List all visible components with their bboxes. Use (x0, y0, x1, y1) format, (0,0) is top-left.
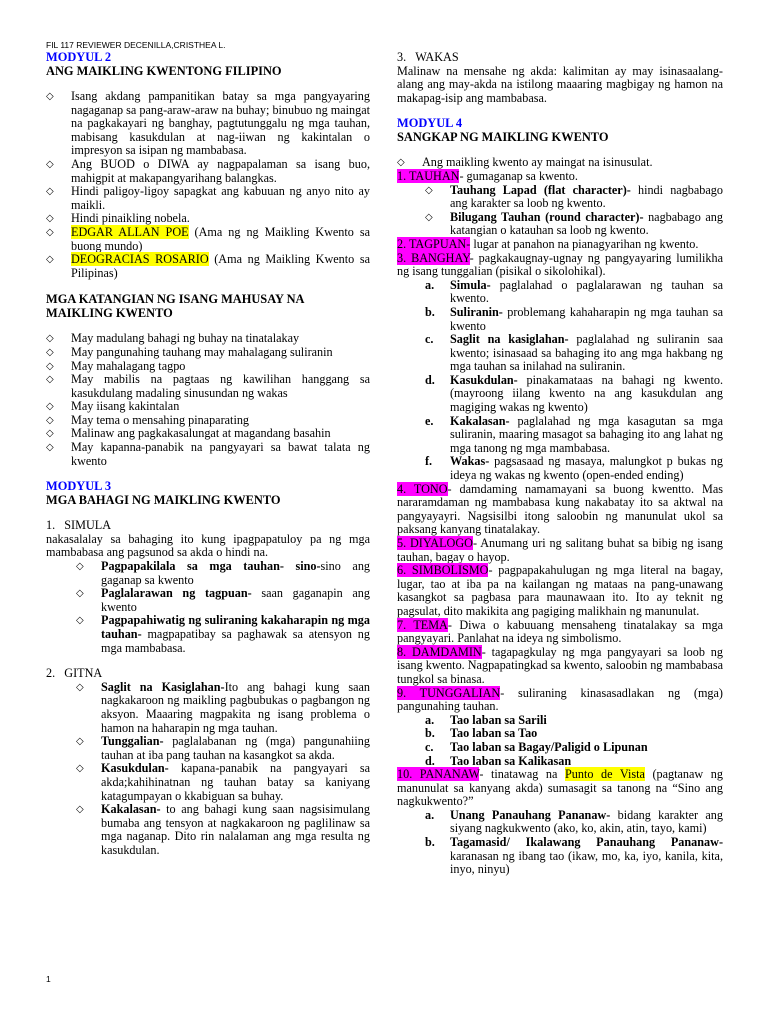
tunggalian-items (397, 714, 723, 768)
list-item (425, 306, 723, 333)
module-4-label: MODYUL 4 (397, 116, 463, 131)
tauhan-desc: - gumaganap sa kwento. (459, 168, 578, 183)
tono-desc: - damdaming namamayani sa buong kwentto. Mas nararamdaman ng mambabasa kung nakabatay ito sa aktwal na pangyayayri. Nagsisilbi itong saloobin ng manunulat ukol sa paksang kanyang tinatalakay. (397, 481, 723, 537)
list-item: ◇ Hindi paligoy-ligoy sapagkat ang kabuuan ng anyo nito ay maikli. (46, 185, 370, 212)
simbolismo-line (397, 564, 723, 618)
definition: to ang bahagi kung saan nagsisimulang bumaba ang tensyon at nagkakaroon ng paglilinaw sa mga naganap. Dito rin nalalaman ang mga resulta ng kasukdulan. (101, 802, 370, 857)
right-column (397, 51, 723, 877)
term: Tagamasid/ Ikalawang Panauhang Pananaw- (450, 835, 723, 850)
tauhan-line (397, 170, 723, 184)
list-item (425, 333, 723, 374)
definition: sino ang gaganap sa kwento (101, 559, 371, 587)
pananaw-items (397, 809, 723, 877)
highlight-tema: 7. TEMA (397, 617, 448, 632)
list-item (425, 755, 723, 769)
term: Unang Panauhang Pananaw- (450, 807, 611, 822)
gitna-items (76, 681, 370, 858)
list-item: ◇ May iisang kakintalan (46, 400, 370, 414)
module-2-bullets (46, 90, 370, 280)
term: Tao laban sa Sarili (450, 712, 547, 727)
list-item: ◇ Isang akdang pampanitikan batay sa mga pangyayaring nagaganap sa pang-araw-araw na buhay; binubuo ng maingat na pagkakayari ng banghay, pagtutunggalu ng mga tauhan, mabisang kasukdulan at nag-iiwan ng kakintalan o impresyon sa isipan ng mambabasa. (46, 90, 370, 158)
highlight-tono: 4. TONO (397, 481, 448, 496)
diyalogo-line (397, 537, 723, 564)
term: Wakas- (450, 454, 490, 469)
gitna-heading: 2. GITNA (46, 666, 103, 681)
term: Pagpapakilala sa mga tauhan- sino- (101, 559, 321, 574)
list-item (425, 374, 723, 415)
term: Paglalarawan ng tagpuan- (101, 586, 252, 601)
module-2-label: MODYUL 2 (46, 50, 112, 64)
term: Simula- (450, 277, 491, 292)
list-item: ◇ Ang maikling kwento ay maingat na isinusulat. (397, 156, 723, 170)
module-3-label: MODYUL 3 (46, 479, 112, 494)
term: Saglit na kasiglahan- (450, 332, 569, 347)
term: Tao laban sa Kalikasan (450, 753, 572, 768)
item-letter: c. (425, 739, 434, 754)
pananaw-mid: - tinatawag na (479, 767, 566, 782)
highlight-rosario: DEOGRACIAS ROSARIO (71, 252, 209, 267)
list-item (76, 614, 370, 655)
diyalogo-desc: - Anumang uri ng salitang buhat sa bibig ng isang tauhan, bagay o hayop. (397, 536, 723, 564)
item-letter: b. (425, 835, 435, 850)
tunggalian-line (397, 687, 723, 714)
simula-items (76, 560, 370, 655)
highlight-damdamin: 8. DAMDAMIN (397, 644, 482, 659)
list-item (425, 836, 723, 877)
list-item: ◇ May madulang bahagi ng buhay na tinatalakay (46, 332, 370, 346)
tunggalian-desc: - suliraning kinasasadlakan ng (mga) pangunahing tauhan. (397, 685, 723, 714)
highlight-tagpuan: 2. TAGPUAN- (397, 236, 471, 251)
item-letter: c. (425, 332, 434, 347)
item-letter: d. (425, 753, 435, 768)
simbolismo-desc: - pagpapakahulugan ng mga literal na bagay, lugar, tao at iba pa na kailangan ng mataas na pang-unawang kasangkot sa pagbasa para maunawaan ito. Ito ay teknit ng pagsulat, dito makikita ang pagiging malikhain ng manunulat. (397, 563, 723, 618)
term: Tunggalian- (101, 734, 164, 749)
list-item: ◇ Hindi pinaikling nobela. (46, 212, 370, 226)
definition: nagbabago ang katangian o katauhan sa loob ng kwento. (450, 209, 723, 238)
module-4-title: SANGKAP NG MAIKLING KWENTO (397, 130, 609, 145)
banghay-items (397, 279, 723, 483)
tagpuan-desc: lugar at panahon na pianagyarihan ng kwento. (470, 236, 699, 251)
list-item: ◇ May kapanna-panabik na pangyayari sa bawat talata ng kwento (46, 441, 370, 468)
item-letter: b. (425, 726, 435, 741)
left-column (46, 40, 370, 858)
pananaw-line (397, 768, 723, 809)
tema-desc: - Diwa o kabuuang mensaheng tinatalakay sa mga pangyayari. Panlahat na ideya ng simbolismo. (397, 617, 724, 646)
list-item (425, 809, 723, 836)
list-item (76, 762, 370, 803)
rosario-desc: (Ama ng Maikling Kwento sa Pilipinas) (71, 252, 370, 280)
definition: problemang kahaharapin ng mga tauhan sa kwento (450, 304, 723, 333)
list-item (425, 714, 723, 728)
list-item (76, 735, 370, 762)
banghay-line (397, 252, 723, 279)
highlight-punto-de-vista: Punto de Vista (565, 767, 645, 782)
list-item (425, 211, 723, 238)
term: Kasukdulan- (450, 372, 518, 387)
simula-text: nakasalalay sa bahaging ito kung ipagpapatuloy pa ng mga mambabasa ang pagsunod sa akda o hindi na. (46, 531, 370, 560)
definition: karanasan ng ibang tao (ikaw, mo, ka, iyo, kanila, kita, inyo, ninyu) (450, 848, 723, 877)
list-item (425, 455, 723, 482)
pananaw-desc: (pagtanaw ng manunulat sa kanyang akda) sumasagit sa tanong na “Sino ang nagkukwento?” (397, 767, 723, 809)
module-2-title: ANG MAIKLING KWENTONG FILIPINO (46, 64, 282, 78)
term: Kasukdulan- (101, 761, 169, 776)
simula-heading: 1. SIMULA (46, 518, 112, 533)
definition: pinakamataas na bahagi ng kwento. (mayroong iilang kwento na ang kasukdulan ang magiging wakas ng kwento) (450, 372, 723, 415)
item-letter: a. (425, 277, 435, 292)
highlight-tunggalian: 9. TUNGGALIAN (397, 685, 501, 700)
list-item (425, 727, 723, 741)
list-item (425, 415, 723, 456)
katangian-title: MGA KATANGIAN NG ISANG MAHUSAY NA MAIKLING KWENTO (46, 292, 304, 321)
highlight-diyalogo: 5. DIYALOGO (397, 536, 473, 550)
tema-line (397, 619, 723, 646)
list-item (425, 279, 723, 306)
term: Tao laban sa Tao (450, 726, 538, 741)
definition: kapana-panabik na pangyayari sa akda;kahihinatnan ng tauhan batay sa kaniyang katagumpayan o kkabiguan sa buhay. (101, 761, 370, 803)
poe-desc: (Ama ng ng Maikling Kwento sa buong mundo) (71, 224, 370, 253)
definition: Ito ang bahagi kung saan nagkakaroon ng maikling pagbubukas o pagbangon ng aksyon. Maaaring magpakita ng isang problema o hamon na haharapin ng mga tauhan. (101, 679, 371, 735)
list-item: ◇ May mahalagang tagpo (46, 360, 370, 374)
definition: paglalabanan ng (mga) pangunahiing tauhan at iba pang tauhan na kasangkot sa akda. (101, 734, 370, 762)
list-item (76, 803, 370, 857)
term: Tao laban sa Bagay/Paligid o Lipunan (450, 739, 648, 754)
term: Saglit na Kasiglahan- (101, 679, 225, 694)
tagpuan-line (397, 238, 723, 252)
list-item: ◇ May pangunahing tauhang may mahalagang suliranin (46, 346, 370, 360)
highlight-pananaw: 10. PANANAW (397, 767, 480, 782)
highlight-tauhan: 1. TAUHAN (397, 168, 460, 183)
definition: bidang karakter ang siyang nagkukwento (ako, ko, akin, atin, tayo, kami) (450, 807, 723, 836)
highlight-poe: EDGAR ALLAN POE (71, 224, 189, 239)
tauhan-items (425, 184, 723, 238)
item-letter: a. (425, 807, 435, 822)
term: Kakalasan- (450, 413, 510, 428)
page-header: FIL 117 REVIEWER DECENILLA,CRISTHEA L. (46, 40, 226, 50)
definition: hindi nagbabago ang karakter sa loob ng kwento. (450, 182, 723, 211)
katangian-bullets (46, 332, 370, 468)
list-item-poe (46, 226, 370, 253)
list-item: ◇ May mabilis na pagtaas ng kawilihan hanggang sa kasukdulang madaling sinusundan ng wakas (46, 373, 370, 400)
list-item (76, 681, 370, 735)
list-item (76, 587, 370, 614)
definition: pagsasaad ng masaya, malungkot p bukas ng ideya ng wakas ng kwento (open-ended ending) (450, 454, 723, 483)
term: Suliranin- (450, 304, 503, 319)
list-item: ◇ May tema o mensahing pinaparating (46, 414, 370, 428)
damdamin-desc: - tagapagkulay ng mga pangyayari sa loob ng isang kwento. Nagpapatingkad sa kwento, saloobin ng mambabasa tungkol sa binasa. (397, 644, 723, 686)
term: Kakalasan- (101, 802, 161, 817)
list-item (425, 741, 723, 755)
tono-line (397, 483, 723, 537)
wakas-text: Malinaw na mensahe ng akda: kalimitan ay may isinasaalang-alang ang may-akda na istilong maaaring magbigay ng hamon na makapag-isip ang mambabasa. (397, 63, 723, 105)
list-item-rosario (46, 253, 370, 280)
banghay-desc: - pagkakaugnay-ugnay ng pangyayaring lumilikha ng isang tunggalian (pisikal o sikolohikal). (397, 250, 723, 279)
item-letter: e. (425, 413, 434, 428)
wakas-heading: 3. WAKAS (397, 50, 459, 64)
highlight-banghay: 3. BANGHAY (397, 250, 470, 265)
definition: magpapatibay sa paghawak sa atensyon ng mga mambabasa. (101, 627, 370, 655)
list-item: ◇ Malinaw ang pagkakasalungat at magandang basahin (46, 427, 370, 441)
term: Bilugang Tauhan (round character)- (450, 209, 644, 224)
term: Tauhang Lapad (flat character)- (450, 182, 631, 197)
damdamin-line (397, 646, 723, 687)
item-letter: b. (425, 304, 435, 319)
list-item (76, 560, 370, 587)
highlight-simbolismo: 6. SIMBOLISMO (397, 563, 489, 578)
item-letter: d. (425, 372, 435, 387)
list-item: ◇ Ang BUOD o DIWA ay nagpapalaman sa isang buo, mahigpit at makapangyarihang balangkas. (46, 158, 370, 185)
definition: paglalahad ng suliranin saa kwento; isinasaad sa bahaging ito ang mga hakbang ng mga tauhan sa inilahad na suliranin. (450, 332, 724, 374)
page-number: 1 (46, 974, 51, 984)
item-letter: f. (425, 454, 433, 469)
definition: saan gaganapin ang kwento (101, 586, 370, 614)
definition: paglalahad o paglalarawan ng tauhan sa kwento. (450, 277, 723, 306)
term: Pagpapahiwatig ng suliraning kakaharapin ng mga tauhan- (101, 613, 370, 641)
module-3-title: MGA BAHAGI NG MAIKLING KWENTO (46, 493, 281, 508)
item-letter: a. (425, 712, 435, 727)
list-item (425, 184, 723, 211)
module-4-intro (397, 156, 723, 170)
definition: paglalahad ng mga kasagutan sa mga suliranin, maaring masagot sa bahaging ito ang lahat ng mga tanong ng mga mambabasa. (450, 413, 723, 455)
